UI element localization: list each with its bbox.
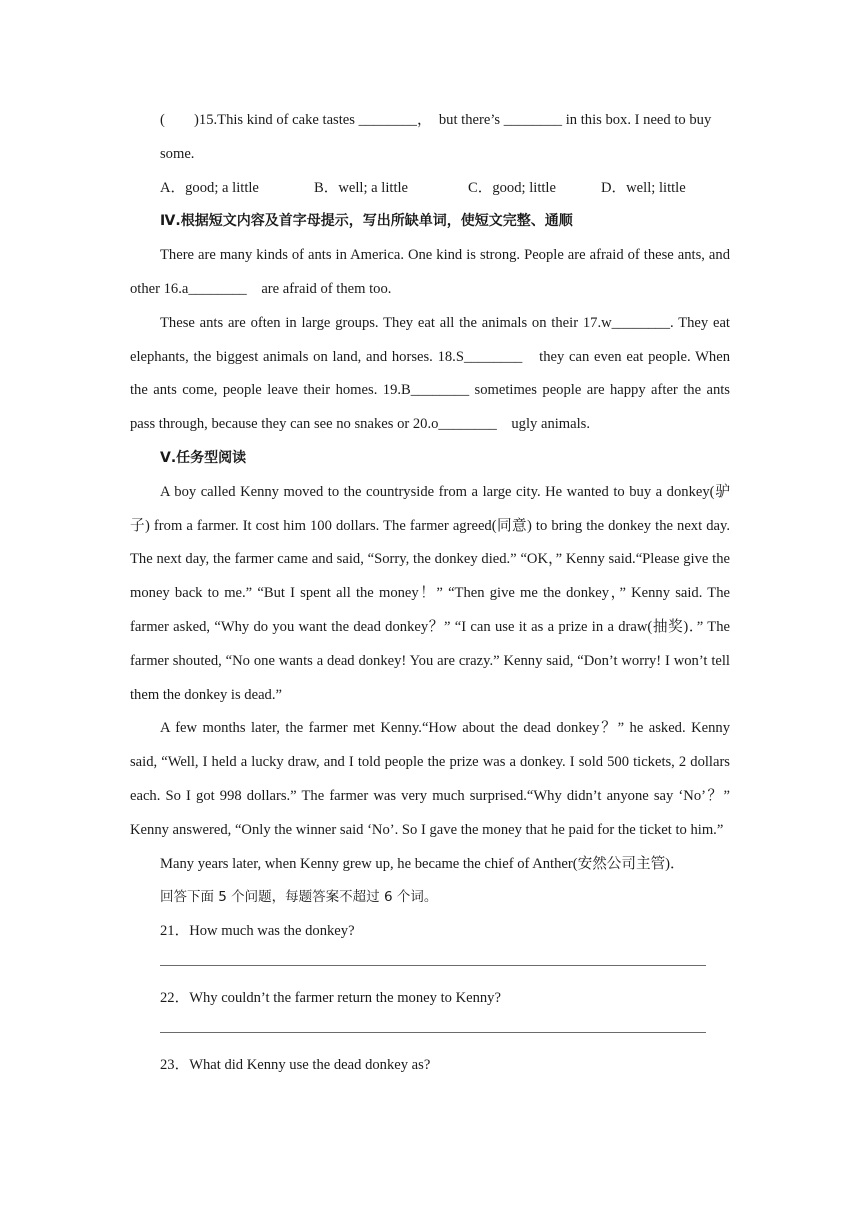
section-5-heading: Ⅴ.任务型阅读 xyxy=(160,449,247,466)
section-5-paragraph-1: A boy called Kenny moved to the countryside from a large city. He wanted to buy a donkey(驴子) from a farmer. It cost him 100 dollars. The farmer agreed(同意) to bring the donkey the next day. The next day, the farmer came and said, “Sorry, the donkey died.” “OK，” Kenny said.“Please give the money back to me.” “But I spent all the money！” “Then give me the donkey，” Kenny said. The farmer asked, “Why do you want the dead donkey？” “I can use it as a prize in a draw(抽奖)．” The farmer shouted, “No one wants a dead donkey! You are crazy.” Kenny said, “Don’t worry! I won’t tell them the donkey is dead.” xyxy=(130,483,730,703)
worksheet-page xyxy=(130,104,730,1083)
question-23: 23．What did Kenny use the dead donkey as? xyxy=(160,1056,431,1073)
question-21: 21．How much was the donkey? xyxy=(160,923,355,940)
option-d: D．well; little xyxy=(601,179,686,196)
section-4-paragraph-2: These ants are often in large groups. They eat all the animals on their 17.w________. They eat elephants, the biggest animals on land, and horses. 18.S________ they can even eat people. When the ants come, people leave their homes. 19.B________ sometimes people are happy after the ants pass through, because they can see no snakes or 20.o________ ugly animals. xyxy=(130,314,730,433)
section-5-paragraph-3: Many years later, when Kenny grew up, he became the chief of Anther(安然公司主管)． xyxy=(160,855,685,872)
section-4-heading: Ⅳ.根据短文内容及首字母提示，写出所缺单词，使短文完整、通顺 xyxy=(160,213,573,230)
question-15-stem: ( )15.This kind of cake tastes ________， but there’s ________ in this box. I need to buy xyxy=(160,112,712,128)
option-c: C．good; little xyxy=(468,179,556,196)
section-4-paragraph-1: There are many kinds of ants in America. One kind is strong. People are afraid of these ants, and other 16.a________ are afraid of them too. xyxy=(130,247,730,297)
option-a: A．good; a little xyxy=(160,179,259,196)
question-22: 22．Why couldn’t the farmer return the money to Kenny? xyxy=(160,989,501,1006)
answer-line-21[interactable] xyxy=(160,965,706,966)
question-15-stem-continued: some. xyxy=(160,145,195,162)
section-5-instruction: 回答下面 5 个问题，每题答案不超过 6 个词。 xyxy=(160,889,438,906)
answer-line-22[interactable] xyxy=(160,1032,706,1033)
option-b: B．well; a little xyxy=(314,179,409,196)
section-5-paragraph-2: A few months later, the farmer met Kenny.“How about the dead donkey？” he asked. Kenny said, “Well, I held a lucky draw, and I told people the prize was a donkey. I sold 500 tickets, 2 dollars each. So I got 998 dollars.” The farmer was very much surprised.“Why didn’t anyone say ‘No’？” Kenny answered, “Only the winner said ‘No’. So I gave the money that he paid for the ticket to him.” xyxy=(130,720,730,838)
question-15-options xyxy=(130,172,730,206)
